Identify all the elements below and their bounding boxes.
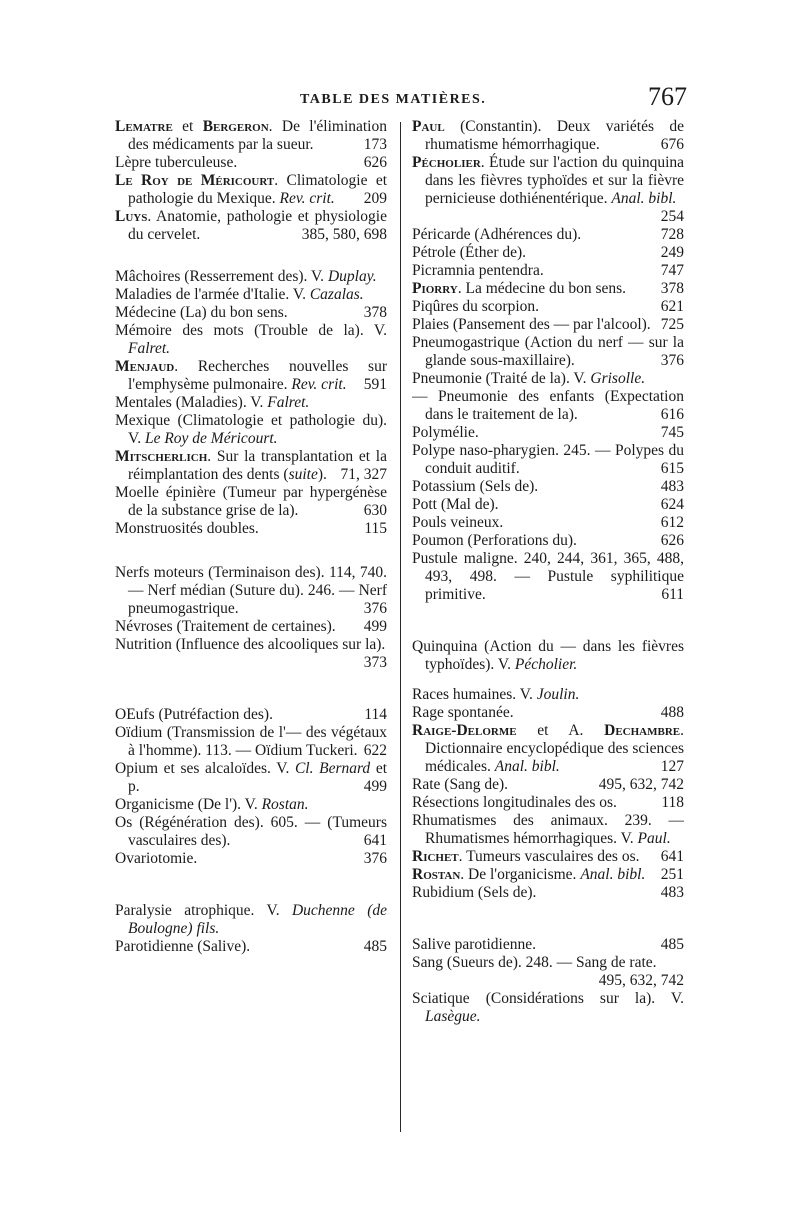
index-entry (115, 304, 387, 322)
entry-pages: 624 (660, 496, 684, 513)
entry-text: Mémoire des mots (Trouble de la). V. (115, 322, 387, 339)
entry-pages: 485 (660, 936, 684, 953)
entry-pages: 373 (363, 654, 387, 671)
index-entry (115, 850, 387, 868)
section-gap (412, 902, 684, 936)
entry-text: Sciatique (Considérations sur la). V. (412, 990, 684, 1007)
index-entry (412, 424, 684, 442)
entry-pages: 622 (363, 742, 387, 759)
entry-author: Richet (412, 848, 459, 865)
entry-text: . Sur la transplantation et la réimplantation des dents ( (128, 448, 387, 483)
index-entry (412, 478, 684, 496)
entry-pages: 499 (363, 778, 387, 795)
entry-pages: 378 (660, 280, 684, 297)
entry-text: Pott (Mal de). (412, 496, 499, 513)
entry-pages: 378 (363, 304, 387, 321)
section-gap (115, 244, 387, 268)
entry-text: Potassium (Sels de). (412, 478, 539, 495)
entry-pages: 630 (363, 502, 387, 519)
index-entry (412, 262, 684, 280)
entry-pages: 376 (363, 600, 387, 617)
entry-text: Salive parotidienne. (412, 936, 536, 953)
entry-reference: Anal. bibl. (494, 758, 560, 775)
entry-text: Oïdium (Transmission de l'— des végétaux à l'homme). 113. — Oïdium Tuckeri. (115, 724, 387, 759)
entry-reference: Le Roy de Méricourt. (144, 430, 278, 447)
entry-text: Pneumogastrique (Action du nerf — sur la glande sous-maxillaire). (412, 334, 684, 369)
entry-text: Névroses (Traitement de certaines). (115, 618, 336, 635)
entry-reference: Rev. crit. (279, 190, 335, 207)
entry-text: Poumon (Perforations du). (412, 532, 577, 549)
entry-pages: 611 (661, 586, 684, 603)
entry-pages: 612 (660, 514, 684, 531)
index-entry (115, 636, 387, 672)
index-entry (115, 706, 387, 724)
entry-pages: 114 (364, 706, 387, 723)
entry-text: Pouls veineux. (412, 514, 504, 531)
entry-author: Menjaud (115, 358, 175, 375)
entry-reference: Cl. Bernard (294, 760, 371, 777)
index-entry (412, 298, 684, 316)
entry-reference: Cazalas. (309, 286, 364, 303)
entry-text: Nutrition (Influence des alcooliques sur la). (115, 636, 386, 653)
entry-author: Rostan (412, 866, 461, 883)
entry-text: Rubidium (Sels de). (412, 884, 537, 901)
entry-text: Plaies (Pansement des — par l'alcool). (412, 316, 651, 333)
entry-pages: 495, 632, 742 (598, 972, 684, 989)
entry-pages: 127 (660, 758, 684, 775)
index-entry (115, 938, 387, 956)
entry-text: Pneumonie (Traité de la). V. (412, 370, 591, 387)
index-entry (412, 776, 684, 794)
entry-text: Résections longitudinales des os. (412, 794, 617, 811)
entry-text: Picramnia pentendra. (412, 262, 544, 279)
entry-reference: Falret. (267, 394, 310, 411)
entry-text: Pétrole (Éther de). (412, 244, 527, 261)
entry-pages: 249 (660, 244, 684, 261)
entry-text: Sang (Sueurs de). 248. — Sang de rate. (412, 954, 657, 971)
entry-text: Mexique (Climatologie et pathologie du). V. (115, 412, 387, 447)
index-entry (412, 532, 684, 550)
entry-reference: Anal. bibl. (611, 190, 677, 207)
entry-reference: Grisolle. (590, 370, 646, 387)
entry-text: Moelle épinière (Tumeur par hypergénèse de la substance grise de la). (115, 484, 387, 519)
entry-text: Monstruosités doubles. (115, 520, 259, 537)
index-entry (412, 884, 684, 902)
entry-author: Paul (412, 118, 445, 135)
index-entry (412, 866, 684, 884)
index-entry (412, 154, 684, 226)
entry-text: Mâchoires (Resserrement des). V. (115, 268, 328, 285)
entry-text: Piqûres du scorpion. (412, 298, 540, 315)
index-entry (115, 394, 387, 412)
index-entry (115, 286, 387, 304)
entry-text: . De l'élimination des médicaments par la sueur. (128, 118, 387, 153)
index-entry (115, 618, 387, 636)
index-entry (412, 226, 684, 244)
page-number: 767 (648, 82, 687, 111)
section-gap (412, 604, 684, 638)
entry-text: . Étude sur l'action du quinquina dans les fièvres typhoïdes et sur la fièvre pernicieuse dothiénentérique. (425, 154, 684, 207)
entry-author: Mitscherlich (115, 448, 208, 465)
entry-reference: Joulin. (536, 686, 580, 703)
entry-pages: 209 (363, 190, 387, 207)
section-gap (115, 868, 387, 902)
index-entry (115, 724, 387, 760)
entry-text: Mentales (Maladies). V. (115, 394, 268, 411)
entry-author: Raige-Delorme (412, 722, 517, 739)
index-entry (115, 154, 387, 172)
entry-pages: 626 (660, 532, 684, 549)
entry-author: Le Roy de Méricourt (115, 172, 275, 189)
entry-text: ). (317, 466, 327, 483)
index-entry (412, 990, 684, 1026)
entry-text: Nerfs moteurs (Terminaison des). 114, 740.— Nerf médian (Suture du). 246. — Nerf pneumogastrique. (115, 564, 387, 617)
index-entry (412, 316, 684, 334)
entry-text: Pustule maligne. 240, 244, 361, 365, 488, 493, 498. — Pustule syphilitique primitive. (412, 550, 684, 603)
index-entry (115, 796, 387, 814)
index-entry (115, 172, 387, 208)
entry-reference: Duchenne (de Boulogne) fils. (128, 902, 388, 937)
entry-text: Races humaines. V. (412, 686, 537, 703)
entry-text: Opium et ses alcaloïdes. V. (115, 760, 295, 777)
entry-author: Dechambre (604, 722, 681, 739)
index-entry (412, 704, 684, 722)
entry-pages: 728 (660, 226, 684, 243)
index-entry (412, 848, 684, 866)
entry-pages: 615 (660, 460, 684, 477)
index-entry (412, 334, 684, 370)
index-entry (115, 358, 387, 394)
entry-text: Rate (Sang de). (412, 776, 508, 793)
entry-text: Polymélie. (412, 424, 479, 441)
entry-text: et (172, 118, 203, 135)
index-entry (115, 484, 387, 520)
entry-reference: Rostan. (261, 796, 309, 813)
entry-pages: 118 (661, 794, 684, 811)
index-entry (412, 686, 684, 704)
entry-reference: Paul. (637, 830, 671, 847)
index-entry (115, 118, 387, 154)
index-entry (412, 812, 684, 848)
entry-pages: 483 (660, 884, 684, 901)
entry-text: (Constantin). Deux variétés de rhumatisme hémorrhagique. (425, 118, 684, 153)
entry-text: . Tumeurs vasculaires des os. (458, 848, 640, 865)
entry-reference: Anal. bibl. (580, 866, 646, 883)
entry-pages: 626 (363, 154, 387, 171)
entry-reference: suite (288, 466, 318, 483)
running-title: TABLE DES MATIÈRES. (300, 92, 487, 107)
entry-text: . De l'organicisme. (460, 866, 581, 883)
index-entry (412, 638, 684, 674)
entry-pages: 745 (660, 424, 684, 441)
entry-pages: 725 (660, 316, 684, 333)
index-entry (412, 722, 684, 776)
entry-pages: 621 (660, 298, 684, 315)
entry-author: Luys (115, 208, 148, 225)
entry-author: Lematre (115, 118, 173, 135)
entry-text: et A. (516, 722, 605, 739)
entry-pages: 251 (660, 866, 684, 883)
entry-text: . Dictionnaire encyclopédique des sciences médicales. (425, 722, 684, 775)
entry-pages: 483 (660, 478, 684, 495)
left-column (115, 118, 387, 956)
entry-pages: 115 (364, 520, 387, 537)
entry-text: Polype naso-pharygien. 245. — Polypes du conduit auditif. (412, 442, 684, 477)
index-entry (412, 244, 684, 262)
entry-pages: 591 (363, 376, 387, 393)
entry-pages: 616 (660, 406, 684, 423)
section-gap (115, 538, 387, 564)
entry-text: Paralysie atrophique. V. (115, 902, 292, 919)
index-entry (115, 564, 387, 618)
entry-text: Rage spontanée. (412, 704, 514, 721)
entry-pages: 254 (660, 208, 684, 225)
entry-pages: 747 (660, 262, 684, 279)
entry-text: Médecine (La) du bon sens. (115, 304, 288, 321)
entry-author: Bergeron (202, 118, 269, 135)
index-entry (412, 280, 684, 298)
index-entry (412, 936, 684, 954)
entry-pages: 376 (660, 352, 684, 369)
index-entry (115, 902, 387, 938)
index-entry (115, 760, 387, 796)
index-entry (412, 442, 684, 478)
entry-author: Piorry (412, 280, 458, 297)
index-entry (115, 814, 387, 850)
entry-text: Rhumatismes des animaux. 239. — Rhumatismes hémorrhagiques. V. (412, 812, 684, 847)
entry-reference: Lasègue. (425, 1008, 481, 1025)
index-entry (115, 208, 387, 244)
entry-pages: 488 (660, 704, 684, 721)
entry-reference: Duplay. (327, 268, 377, 285)
entry-pages: 376 (363, 850, 387, 867)
entry-text: Organicisme (De l'). V. (115, 796, 262, 813)
index-entry (115, 412, 387, 448)
entry-pages: 641 (363, 832, 387, 849)
index-entry (115, 520, 387, 538)
index-entry (115, 268, 387, 286)
entry-text: Parotidienne (Salive). (115, 938, 251, 955)
index-entry (115, 322, 387, 358)
index-entry (412, 370, 684, 388)
index-entry (115, 448, 387, 484)
index-entry (412, 496, 684, 514)
entry-text: Maladies de l'armée d'Italie. V. (115, 286, 310, 303)
index-entry (412, 118, 684, 154)
entry-pages: 641 (660, 848, 684, 865)
entry-pages: 485 (363, 938, 387, 955)
entry-text: — Pneumonie des enfants (Expectation dans le traitement de la). (412, 388, 684, 423)
entry-text: . Anatomie, pathologie et physiologie du cervelet. (128, 208, 387, 243)
index-entry (412, 954, 684, 990)
entry-pages: 495, 632, 742 (598, 776, 684, 793)
entry-pages: 499 (363, 618, 387, 635)
entry-reference: Rev. crit. (291, 376, 347, 393)
entry-text: OEufs (Putréfaction des). (115, 706, 273, 723)
entry-text: et p. (128, 760, 387, 795)
entry-pages: 676 (660, 136, 684, 153)
entry-text: . Recherches nouvelles sur l'emphysème pulmonaire. (128, 358, 387, 393)
column-divider (400, 122, 401, 1132)
entry-text: . Climatologie et pathologie du Mexique. (128, 172, 388, 207)
index-entry (412, 514, 684, 532)
right-column (412, 118, 684, 1026)
index-entry (412, 794, 684, 812)
entry-pages: 385, 580, 698 (301, 226, 387, 243)
index-entry (412, 550, 684, 604)
entry-pages: 71, 327 (340, 466, 387, 483)
entry-text: Péricarde (Adhérences du). (412, 226, 582, 243)
section-gap (115, 672, 387, 706)
entry-reference: Pécholier. (514, 656, 578, 673)
entry-author: Pécholier (412, 154, 481, 171)
entry-text: Os (Régénération des). 605. — (Tumeurs vasculaires des). (115, 814, 387, 849)
index-entry (412, 388, 684, 424)
entry-text: . La médecine du bon sens. (457, 280, 627, 297)
entry-text: Lèpre tuberculeuse. (115, 154, 238, 171)
entry-text: Ovariotomie. (115, 850, 198, 867)
entry-pages: 173 (363, 136, 387, 153)
section-gap (412, 674, 684, 686)
entry-text: Quinquina (Action du — dans les fièvres typhoïdes). V. (412, 638, 684, 673)
entry-reference: Falret. (128, 340, 171, 357)
